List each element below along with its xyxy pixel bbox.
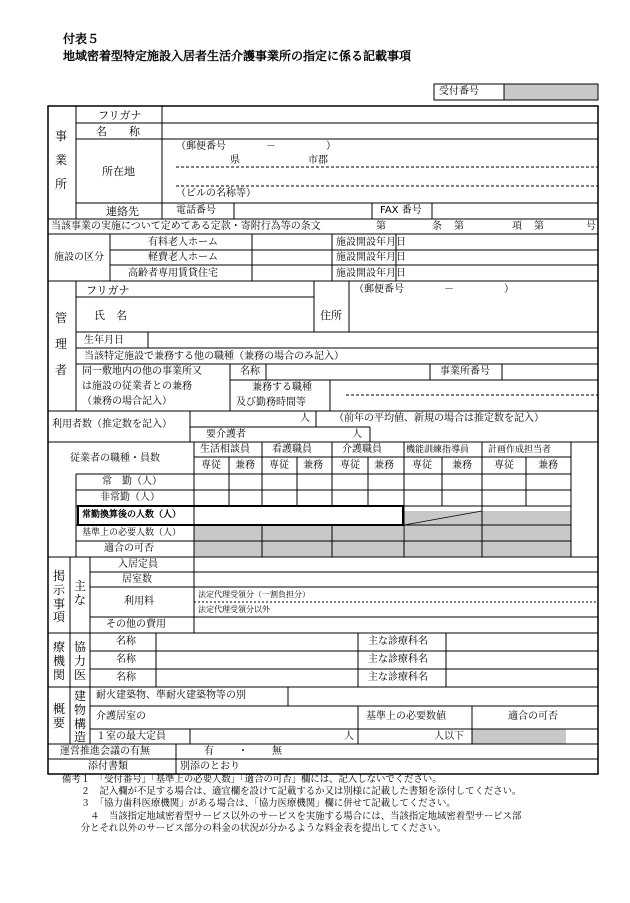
receipt-field	[504, 84, 598, 100]
receipt-label: 受付番号	[439, 86, 479, 97]
meeting-no-option[interactable]: 無	[272, 746, 282, 757]
posting-main-label: 主 な	[73, 579, 86, 607]
posting-capacity-label: 入居定員	[118, 559, 158, 570]
office-building-name: （ビルの名称等）	[176, 188, 256, 199]
manager-section-label: 管 理 者	[54, 311, 67, 377]
medical-section-label-a: 療 機 関	[52, 640, 65, 682]
facility-type-label: 施設の区分	[54, 252, 104, 263]
building-required-label: 基準上の必要数値	[366, 711, 446, 722]
attachments-label: 添付書類	[88, 761, 128, 772]
staff-fulltime-1: 専従	[201, 460, 221, 471]
manager-postal-code: （郵便番号 － ）	[354, 284, 514, 295]
shaded-required-row	[194, 525, 403, 541]
facility-type-3: 高齢者専用賃貸住宅	[128, 268, 218, 279]
articles-gou: 号	[586, 221, 596, 232]
articles-kou: 項	[512, 221, 522, 232]
medical-dept-1: 主な診療科名	[368, 636, 428, 647]
remarks	[62, 774, 612, 835]
shaded-below-cell	[472, 729, 566, 744]
staff-row-fulltime: 常 勤（人）	[102, 476, 162, 487]
posting-rooms-label: 居室数	[122, 574, 152, 585]
users-unit-2: 人	[352, 429, 362, 440]
building-max-capacity-label: １室の最大定員	[96, 731, 166, 742]
meeting-label: 運営推進会議の有無	[60, 746, 150, 757]
posting-section-label: 掲 示 事 項	[52, 569, 65, 625]
manager-duty-label-1: 兼務する職種	[252, 382, 312, 393]
articles-jou: 条	[432, 221, 442, 232]
staff-fulltime-5: 専従	[494, 460, 514, 471]
building-below: 人以下	[434, 731, 464, 742]
building-section-label-b: 建 物 構 造	[73, 689, 86, 745]
medical-name-2: 名称	[116, 654, 136, 665]
office-postal-code: （郵便番号 － ）	[176, 141, 336, 152]
staff-fulltime-2: 専従	[269, 460, 289, 471]
staff-row-converted: 常勤換算後の人数（人）	[82, 510, 182, 520]
office-section-label: 事 業 所	[54, 129, 67, 191]
facility-type-2: 軽費老人ホーム	[148, 252, 218, 263]
facility-type-1: 有料老人ホーム	[148, 237, 218, 248]
articles-dai3: 第	[534, 221, 544, 232]
users-unit-1: 人	[300, 413, 310, 424]
manager-other-office-1: 同一敷地内の他の事業所又	[82, 366, 202, 377]
building-fireproof-label: 耐火建築物、準耐火建築物等の別	[96, 690, 246, 701]
building-unit: 人	[344, 731, 354, 742]
articles-dai2: 第	[454, 221, 464, 232]
staff-row-conform: 適合の可否	[104, 543, 154, 554]
building-section-label-a: 概 要	[52, 702, 65, 730]
staff-row-required: 基準上の必要人数（人）	[82, 528, 182, 538]
posting-fee-proxy: 法定代理受領分（一割負担分）	[198, 590, 310, 599]
office-fax-label: FAX 番号	[380, 205, 422, 216]
medical-section-label-b: 協 力 医	[73, 640, 86, 682]
building-conform-label: 適合の可否	[508, 711, 558, 722]
manager-other-name-label: 名称	[240, 366, 260, 377]
manager-address-label: 住所	[320, 309, 342, 322]
facility-open-date-1: 施設開設年月日	[336, 237, 406, 248]
staff-parttime-2: 兼務	[303, 460, 323, 471]
articles-dai1: 第	[376, 221, 386, 232]
office-phone-label: 電話番号	[176, 205, 216, 216]
staff-role-planner: 計画作成担当者	[488, 445, 552, 455]
facility-open-date-2: 施設開設年月日	[336, 252, 406, 263]
remark-2: ２ 記入欄が不足する場合は、適宜欄を設けて記載するか又は別様に記載した書類を添付してください。	[62, 786, 522, 798]
users-note: （前年の平均値、新規の場合は推定数を記入）	[334, 413, 544, 424]
medical-name-1: 名称	[116, 636, 136, 647]
office-city: 市郡	[308, 155, 328, 166]
office-name-label: 名 称	[96, 125, 140, 138]
manager-other-office-2: は施設の従業者との兼務	[82, 381, 192, 392]
posting-other-fee-label: その他の費用	[106, 619, 166, 630]
manager-concurrent-label: 当該特定施設で兼務する他の職種（兼務の場合のみ記入）	[84, 351, 344, 362]
office-contact-label: 連絡先	[106, 205, 139, 218]
staff-parttime-1: 兼務	[235, 460, 255, 471]
staff-label: 従業者の職種・員数	[70, 453, 160, 464]
posting-fee-nonproxy: 法定代理受領分以外	[198, 605, 270, 614]
manager-birth-label: 生年月日	[84, 335, 124, 346]
form-title: 地域密着型特定施設入居者生活介護事業所の指定に係る記載事項	[63, 49, 412, 63]
appendix-number: 付表５	[63, 32, 100, 46]
staff-fulltime-4: 専従	[412, 460, 432, 471]
remark-3: ３ 「協力歯科医療機関」がある場合は、「協力医療機関」欄に併せて記載してください。	[62, 798, 456, 810]
facility-open-date-3: 施設開設年月日	[336, 268, 406, 279]
medical-dept-2: 主な診療科名	[368, 654, 428, 665]
manager-office-number-label: 事業所番号	[440, 366, 490, 377]
staff-role-nurse: 看護職員	[272, 444, 312, 455]
staff-parttime-5: 兼務	[538, 460, 558, 471]
manager-other-office-3: （兼務の場合記入）	[82, 396, 172, 407]
office-prefecture: 県	[230, 155, 240, 166]
users-label: 利用者数（推定数を記入）	[52, 419, 172, 430]
shaded-conform-row	[194, 541, 571, 557]
staff-fulltime-3: 専従	[340, 460, 360, 471]
articles-label: 当該事業の実施について定めてある定款・寄附行為等の条文	[51, 221, 321, 232]
staff-parttime-4: 兼務	[452, 460, 472, 471]
shaded-required-row-right	[404, 511, 571, 541]
office-address-label: 所在地	[102, 165, 135, 178]
meeting-yes-option[interactable]: 有	[204, 746, 214, 757]
manager-duty-label-2: 及び勤務時間等	[236, 397, 306, 408]
staff-role-trainer: 機能訓練指導員	[406, 445, 470, 455]
building-care-rooms-label: 介護居室の	[96, 711, 146, 722]
remark-4: ４ 当該指定地域密着型サービス以外のサービスを実施する場合には、当該指定地域密着型サービス部	[62, 810, 522, 822]
staff-role-counselor: 生活相談員	[200, 444, 250, 455]
medical-name-3: 名称	[116, 672, 136, 683]
manager-furigana-label: フリガナ	[86, 284, 130, 297]
staff-parttime-3: 兼務	[374, 460, 394, 471]
manager-name-label: 氏 名	[94, 309, 127, 322]
posting-fee-label: 利用料	[124, 596, 154, 607]
remark-1: 備考１ 「受付番号」「基準上の必要人数」「適合の可否」欄には、記入しないでください。	[62, 774, 442, 785]
meeting-separator: ・	[238, 746, 248, 757]
staff-role-caregiver: 介護職員	[342, 444, 382, 455]
attachments-value: 別添のとおり	[180, 761, 240, 772]
office-furigana-label: フリガナ	[98, 109, 142, 122]
staff-row-parttime: 非常勤（人）	[100, 492, 160, 503]
care-required-label: 要介護者	[206, 429, 246, 440]
remark-4-cont: 分とそれ以外のサービス部分の料金の状況が分かるような料金表を提出してください。	[62, 822, 447, 834]
medical-dept-3: 主な診療科名	[368, 672, 428, 683]
